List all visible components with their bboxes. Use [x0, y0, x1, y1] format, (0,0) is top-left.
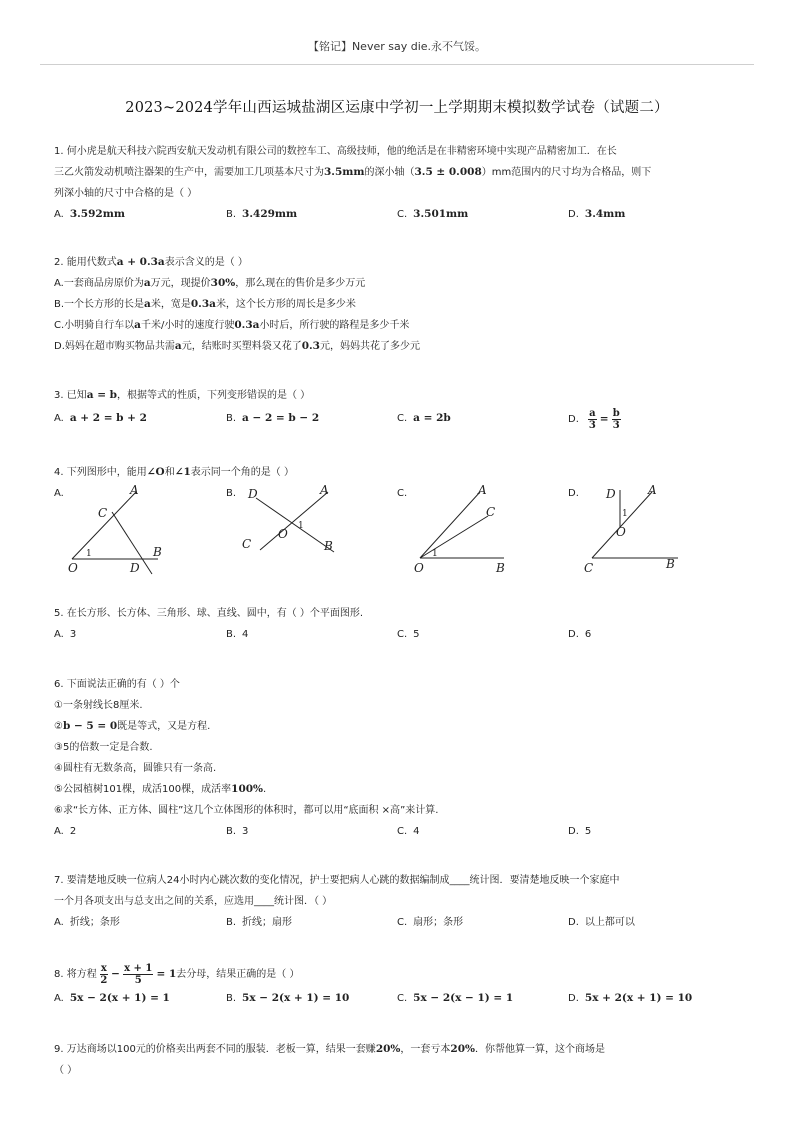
option-label: A. [54, 993, 64, 1004]
option-text: 元，妈妈共花了多少元 [319, 341, 420, 352]
option-label: C. [397, 413, 408, 424]
option-math: a + 2 = b + 2 [69, 412, 147, 424]
fraction [123, 963, 153, 986]
option-label: C. [397, 993, 408, 1004]
q2-text: 表示含义的是（ ） [164, 257, 248, 268]
option-text: 妈妈在超市购买物品共需 [64, 341, 175, 352]
q1-math: 3.5 ± 0.008 [414, 166, 482, 178]
point-label-b: B [496, 561, 505, 575]
point-label-a: A [478, 483, 487, 497]
option-text: 米，宽是 [150, 299, 191, 310]
q3-stem [54, 385, 744, 406]
question-5 [54, 603, 744, 645]
option-text: 6 [584, 629, 592, 640]
q1-option-b[interactable] [226, 204, 297, 225]
q8-text: 去分母，结果正确的是（ ） [176, 969, 300, 980]
q5-option-a[interactable] [54, 624, 76, 645]
option-math: a [143, 277, 151, 289]
option-label: D. [568, 629, 579, 640]
q9-math: 20% [450, 1043, 475, 1055]
option-label: A. [54, 826, 64, 837]
option-text: 3.501mm [413, 208, 469, 220]
option-text: 折线；条形 [69, 917, 120, 928]
q6-text: 既是等式，又是方程. [117, 721, 211, 732]
option-math: 30% [210, 277, 236, 289]
question-1 [54, 141, 744, 225]
option-math: 5x − 2(x + 1) = 10 [242, 992, 350, 1004]
option-math: 5x − 2(x + 1) = 1 [69, 992, 170, 1004]
point-label-d: D [606, 487, 616, 501]
q1-math: 3.5mm [324, 166, 365, 178]
fraction-denominator: 2 [100, 974, 108, 986]
option-text: 3.592mm [69, 208, 125, 220]
q3-option-d[interactable] [568, 404, 621, 434]
q5-options [54, 624, 744, 645]
q3-option-b[interactable] [226, 408, 319, 429]
q2-option-c[interactable] [54, 315, 744, 336]
angle-label-1: 1 [86, 549, 92, 559]
option-math: a = 2b [413, 412, 451, 424]
q6-math: b − 5 = 0 [62, 720, 118, 732]
fraction [588, 408, 596, 431]
option-label: A. [54, 209, 64, 220]
q2-option-a[interactable] [54, 273, 744, 294]
q5-option-c[interactable] [397, 624, 420, 645]
option-text: 小时后，所行驶的路程是多少千米 [259, 320, 410, 331]
q9-text: 9. 万达商场以100元的价格卖出两套不同的服装．老板一算，结果一套赚 [54, 1044, 376, 1055]
option-math: 0.3a [234, 319, 260, 331]
ray-oa [72, 492, 136, 559]
option-math: a − 2 = b − 2 [242, 412, 320, 424]
q1-line-1: 1. 何小虎是航天科技六院西安航天发动机有限公司的数控车工、高级技师，他的绝活是在非精密环境中实现产品精密加工．在长 [54, 146, 617, 157]
fraction-numerator: b [612, 407, 620, 419]
q1-text: ）mm范围内的尺寸均为合格品，则下 [481, 167, 652, 178]
q7-option-c[interactable] [397, 912, 463, 933]
option-label: B. [226, 209, 237, 220]
option-label: D. [568, 826, 579, 837]
option-text: ，那么现在的售价是多少万元 [235, 278, 366, 289]
q6-text: ② [54, 721, 63, 732]
q9-text: ．你帮他算一算，这个商场是 [475, 1044, 605, 1055]
angle-label-1: 1 [432, 549, 438, 559]
ray-oc [420, 516, 488, 558]
q1-text: 三乙火箭发动机喷注器架的生产中，需要加工几项基本尺寸为 [54, 167, 324, 178]
point-label-c: C [242, 537, 252, 551]
point-label-c: C [584, 561, 594, 575]
option-text: 小明骑自行车以 [64, 320, 135, 331]
q1-options [54, 204, 744, 225]
q6-statement-5 [54, 779, 744, 800]
q3-option-a[interactable] [54, 408, 147, 429]
header-motto: 【铭记】Never say die.永不气馁。 [307, 40, 487, 53]
option-text: 扇形；条形 [413, 917, 464, 928]
page-title: 2023~2024学年山西运城盐湖区运康中学初一上学期期末模拟数学试卷（试题二） [125, 100, 669, 116]
point-label-b: B [666, 557, 675, 571]
option-label: C. [397, 826, 408, 837]
q1-option-a[interactable] [54, 204, 125, 225]
q2-math: a + 0.3a [116, 256, 165, 268]
option-math: a [134, 319, 141, 331]
q5-stem: 5. 在长方形、长方体、三角形、球、直线、圆中，有（ ）个平面图形. [54, 608, 364, 619]
q8-text: 8. 将方程 [54, 969, 97, 980]
option-label: B. [226, 917, 237, 928]
q2-stem [54, 252, 744, 273]
q4-figure-d [580, 482, 690, 577]
q6-stem: 6. 下面说法正确的有（ ）个 [54, 679, 180, 690]
angle-label-1: 1 [622, 509, 628, 519]
option-label: A. [54, 629, 64, 640]
option-label: C. [397, 917, 408, 928]
q4-text: 4. 下列图形中，能用 [54, 467, 147, 478]
option-text: 4 [242, 629, 249, 640]
option-text: 以上都可以 [584, 917, 635, 928]
q7-options [54, 912, 744, 933]
angle-label-1: 1 [298, 521, 304, 531]
q3-text: ，根据等式的性质，下列变形错误的是（ ） [117, 390, 311, 401]
option-text: 一个长方形的长是 [64, 299, 145, 310]
question-6 [54, 674, 744, 842]
q6-statement-2 [54, 716, 744, 737]
question-3 [54, 385, 744, 436]
fraction-denominator: 5 [134, 974, 142, 986]
equals-sign: = [599, 413, 609, 425]
q7-line-2: 一个月各项支出与总支出之间的关系，应选用____统计图．（ ） [54, 896, 333, 907]
option-label: B. [226, 413, 237, 424]
q6-statement-3: ③5的倍数一定是合数. [54, 742, 153, 753]
header-divider [40, 64, 754, 65]
question-8 [54, 960, 744, 1009]
q7-line-1: 7. 要清楚地反映一位病人24小时内心跳次数的变化情况，护士要把病人心跳的数据编制成____统计图．要清楚地反映一个家庭中 [54, 875, 620, 886]
q8-option-c[interactable] [397, 988, 513, 1009]
q2-option-b[interactable] [54, 294, 744, 315]
q1-option-d[interactable] [568, 204, 625, 225]
fraction-numerator: x [100, 962, 107, 974]
q6-statement-1: ①一条射线长8厘米. [54, 700, 143, 711]
q8-option-d[interactable] [568, 988, 692, 1009]
option-label: B. [226, 826, 237, 837]
q7-option-d[interactable] [568, 912, 635, 933]
option-label: D. [568, 488, 579, 499]
q3-option-c[interactable] [397, 408, 451, 429]
point-label-o: O [414, 561, 424, 575]
option-label: C. [397, 629, 408, 640]
option-math: a [144, 298, 151, 310]
q4-math: ∠O [146, 466, 165, 478]
option-text: 3.4mm [584, 208, 626, 220]
option-label: D. [54, 341, 65, 352]
option-label: B. [226, 488, 237, 499]
q2-option-d[interactable] [54, 336, 744, 357]
q6-statement-6: ⑥求“长方体、正方体、圆柱”这几个立体图形的体积时，都可以用“底面积 ×高”来计算. [54, 805, 439, 816]
point-label-a: A [130, 483, 139, 497]
q6-math: 100% [231, 783, 264, 795]
q6-option-a[interactable] [54, 821, 76, 842]
option-text: 4 [413, 826, 420, 837]
q4-figure-a [60, 482, 170, 577]
question-7 [54, 870, 744, 933]
q9-text: ，一套亏本 [400, 1044, 451, 1055]
question-9 [54, 1039, 744, 1081]
option-text: 3.429mm [242, 208, 298, 220]
option-text: 5 [584, 826, 592, 837]
q2-text: 2. 能用代数式 [54, 257, 117, 268]
option-label: B. [226, 993, 237, 1004]
q6-option-c[interactable] [397, 821, 420, 842]
point-label-c: C [486, 505, 496, 519]
point-label-b: B [324, 539, 333, 553]
q1-line-2 [54, 162, 744, 183]
q6-option-d[interactable] [568, 821, 591, 842]
minus-sign: − [111, 968, 120, 980]
q3-options [54, 406, 744, 436]
q9-line-1 [54, 1039, 744, 1060]
option-label: D. [568, 917, 579, 928]
option-label: A. [54, 413, 64, 424]
option-text: 3 [242, 826, 249, 837]
option-label: C. [54, 320, 65, 331]
q6-text: . [263, 784, 267, 795]
option-label: C. [397, 488, 408, 499]
q4-stem [54, 462, 744, 483]
option-text: 5 [413, 629, 420, 640]
option-label: A. [54, 488, 64, 499]
q9-math: 20% [375, 1043, 401, 1055]
point-label-o: O [278, 527, 288, 541]
option-label: B. [226, 629, 237, 640]
question-2 [54, 252, 744, 357]
q5-option-d[interactable] [568, 624, 591, 645]
point-label-o: O [616, 525, 626, 539]
option-label: D. [568, 414, 579, 425]
option-label: C. [397, 209, 408, 220]
option-math: a [174, 340, 182, 352]
q1-line-3: 列深小轴的尺寸中合格的是（ ） [54, 188, 198, 199]
fraction-denominator: 3 [612, 419, 620, 431]
q4-text: 表示同一个角的是（ ） [190, 467, 294, 478]
q8-math: = 1 [156, 968, 177, 980]
q1-option-c[interactable] [397, 204, 468, 225]
point-label-c: C [98, 506, 108, 520]
point-label-d: D [248, 487, 258, 501]
ray-oa [420, 492, 480, 558]
option-label: B. [54, 299, 65, 310]
q6-option-b[interactable] [226, 821, 248, 842]
q7-option-a[interactable] [54, 912, 120, 933]
point-label-a: A [320, 483, 329, 497]
option-text: 万元，现提价 [150, 278, 211, 289]
fraction [612, 408, 621, 431]
fraction-numerator: x + 1 [124, 962, 153, 974]
q3-math: a = b [86, 389, 117, 401]
q6-text: ⑤公园植树101棵，成活100棵，成活率 [54, 784, 232, 795]
q4-figure-c [410, 482, 520, 577]
point-label-o: O [68, 561, 78, 575]
q5-option-b[interactable] [226, 624, 248, 645]
q6-options [54, 821, 744, 842]
point-label-b: B [153, 545, 162, 559]
fraction-denominator: 3 [588, 419, 596, 431]
point-label-d: D [130, 561, 140, 575]
q9-line-2: （ ） [54, 1065, 78, 1076]
option-label: A. [54, 917, 64, 928]
q7-option-b[interactable] [226, 912, 292, 933]
option-text: 2 [69, 826, 77, 837]
option-text: 米，这个长方形的周长是多少米 [215, 299, 356, 310]
q8-option-a[interactable] [54, 988, 170, 1009]
option-math: 0.3a [190, 298, 216, 310]
option-text: 千米/小时的速度行驶 [140, 320, 235, 331]
option-label: D. [568, 993, 579, 1004]
q4-figure-b [240, 482, 350, 577]
q8-options [54, 988, 744, 1009]
q8-option-b[interactable] [226, 988, 349, 1009]
q4-text: 和 [164, 467, 175, 478]
option-math: 5x − 2(x − 1) = 1 [413, 992, 514, 1004]
q8-stem [54, 960, 744, 988]
option-math: 0.3 [301, 340, 320, 352]
option-label: D. [568, 209, 579, 220]
option-text: 折线；扇形 [242, 917, 293, 928]
q6-statement-4: ④圆柱有无数条高，圆锥只有一条高. [54, 763, 217, 774]
point-label-a: A [648, 483, 657, 497]
q3-text: 3. 已知 [54, 390, 87, 401]
option-label: A. [54, 278, 64, 289]
option-math: 5x + 2(x + 1) = 10 [584, 992, 693, 1004]
option-text: 3 [69, 629, 77, 640]
q1-text: 的深小轴（ [364, 167, 415, 178]
option-text: 一套商品房原价为 [63, 278, 144, 289]
option-text: 元，结账时买塑料袋又花了 [181, 341, 302, 352]
fraction [100, 963, 108, 986]
fraction-numerator: a [589, 407, 596, 419]
q4-math: ∠1 [174, 466, 191, 478]
